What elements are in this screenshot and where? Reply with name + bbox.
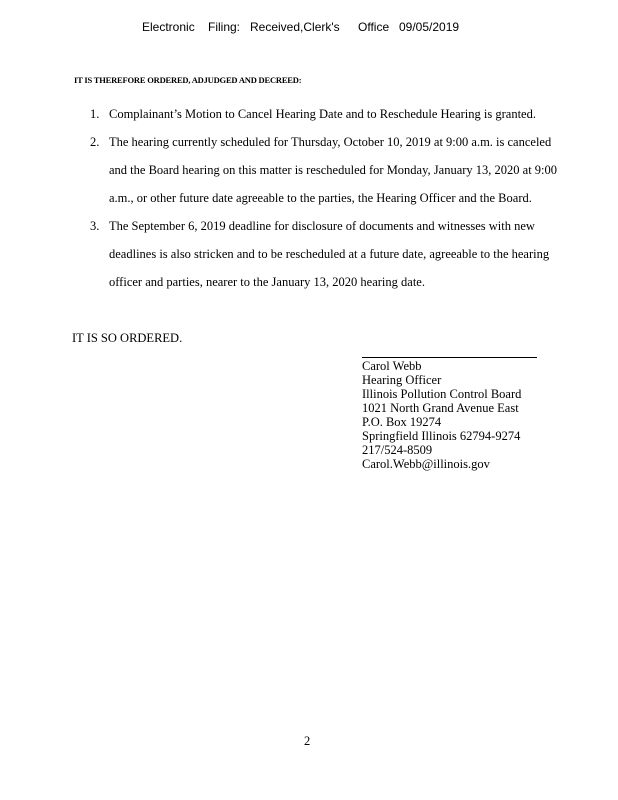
item-line: officer and parties, nearer to the January 13, 2020 hearing date.	[109, 275, 425, 289]
signer-name: Carol Webb	[362, 359, 422, 373]
item-line: a.m., or other future date agreeable to the parties, the Hearing Officer and the Board.	[109, 191, 532, 205]
header-date: 09/05/2019	[399, 20, 460, 34]
header-office: Office	[358, 20, 390, 34]
signer-org: Illinois Pollution Control Board	[362, 387, 522, 401]
item-line: The hearing currently scheduled for Thursday, October 10, 2019 at 9:00 a.m. is canceled	[109, 135, 552, 149]
item-line: deadlines is also stricken and to be rescheduled at a future date, agreeable to the hearing	[109, 247, 550, 261]
signer-phone: 217/524-8509	[362, 443, 433, 457]
item-number: 1.	[90, 107, 100, 121]
item-number: 2.	[90, 135, 100, 149]
signer-email: Carol.Webb@illinois.gov	[362, 457, 490, 471]
decree-heading: IT IS THEREFORE ORDERED, ADJUDGED AND DECREED:	[74, 75, 302, 85]
item-number: 3.	[90, 219, 100, 233]
item-line: Complainant’s Motion to Cancel Hearing Date and to Reschedule Hearing is granted.	[109, 107, 536, 121]
signature-block	[362, 359, 521, 471]
signature-line	[362, 357, 537, 358]
signer-city: Springfield Illinois 62794-9274	[362, 429, 521, 443]
filing-stamp-header	[0, 0, 618, 40]
signer-title: Hearing Officer	[362, 373, 442, 387]
item-line: and the Board hearing on this matter is rescheduled for Monday, January 13, 2020 at 9:00	[109, 163, 558, 177]
signer-po-box: P.O. Box 19274	[362, 415, 442, 429]
page-number: 2	[304, 734, 311, 748]
item-line: The September 6, 2019 deadline for disclosure of documents and witnesses with new	[109, 219, 535, 233]
so-ordered: IT IS SO ORDERED.	[72, 331, 183, 345]
header-electronic: Electronic	[142, 20, 195, 34]
header-received: Received,Clerk's	[250, 20, 340, 34]
header-filing: Filing:	[208, 20, 241, 34]
signer-address: 1021 North Grand Avenue East	[362, 401, 519, 415]
